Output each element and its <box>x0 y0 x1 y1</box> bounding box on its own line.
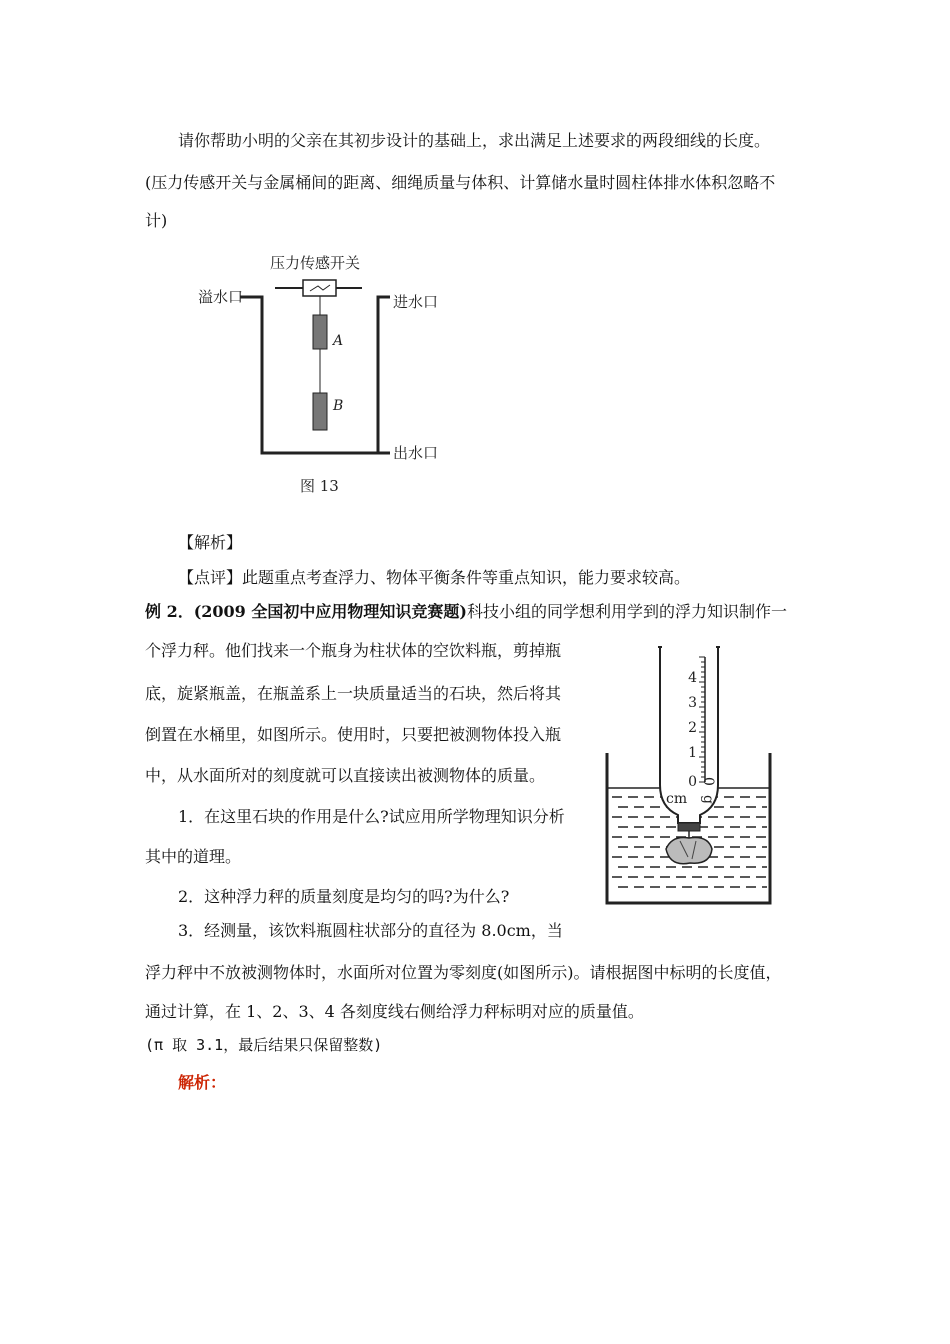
label-a: A <box>333 333 344 349</box>
comment-line: 【点评】此题重点考查浮力、物体平衡条件等重点知识，能力要求较高。 <box>178 568 691 587</box>
figure-13-diagram <box>190 245 460 500</box>
figure-caption: 图 13 <box>300 477 339 495</box>
label-b: B <box>333 398 344 414</box>
overflow-label: 溢水口 <box>198 288 244 306</box>
scale-label-1: 1 <box>688 745 697 761</box>
unit-cm-label: cm <box>666 791 688 807</box>
zero-g-label: 0 <box>700 777 716 786</box>
unit-g-label: g <box>700 795 716 804</box>
pi-note: (π 取 3.1，最后结果只保留整数) <box>145 1036 383 1054</box>
stone-icon <box>666 837 712 863</box>
example-2-intro <box>145 601 787 623</box>
scale-label-4: 4 <box>688 670 697 686</box>
answer-label: 解析： <box>178 1073 227 1092</box>
buoyancy-scale-diagram <box>600 635 780 910</box>
question-3b: 浮力秤中不放被测物体时，水面所对位置为零刻度(如图所示)。请根据图中标明的长度值， <box>145 963 782 982</box>
example-2-p3: 倒置在水桶里，如图所示。使用时，只要把被测物体投入瓶 <box>145 725 562 744</box>
cylinder-a <box>313 315 327 349</box>
scale-label-0: 0 <box>688 774 697 790</box>
scale-label-3: 3 <box>688 695 697 711</box>
example-2-p2: 底，旋紧瓶盖，在瓶盖系上一块质量适当的石块，然后将其 <box>145 684 562 703</box>
bottle-cap-icon <box>678 823 700 831</box>
question-line-3: 计) <box>145 211 168 230</box>
question-3c: 通过计算，在 1、2、3、4 各刻度线右侧给浮力秤标明对应的质量值。 <box>145 1002 644 1021</box>
inlet-label: 进水口 <box>393 293 439 311</box>
question-1a: 1．在这里石块的作用是什么?试应用所学物理知识分析 <box>178 807 565 826</box>
example-2-source: 例 2．(2009 全国初中应用物理知识竞赛题) <box>145 602 467 621</box>
question-1b: 其中的道理。 <box>145 847 242 866</box>
cylinder-b <box>313 393 327 430</box>
switch-label: 压力传感开关 <box>270 254 361 272</box>
example-2-intro-rest: 科技小组的同学想利用学到的浮力知识制作一 <box>466 602 787 621</box>
example-2-p4: 中，从水面所对的刻度就可以直接读出被测物体的质量。 <box>145 766 546 785</box>
example-2-p1: 个浮力秤。他们找来一个瓶身为柱状体的空饮料瓶，剪掉瓶 <box>145 641 562 660</box>
outlet-label: 出水口 <box>393 444 439 462</box>
question-line-2: (压力传感开关与金属桶间的距离、细绳质量与体积、计算储水量时圆柱体排水体积忽略不 <box>145 173 776 192</box>
question-3a: 3．经测量，该饮料瓶圆柱状部分的直径为 8.0cm，当 <box>178 921 563 940</box>
question-line-1: 请你帮助小明的父亲在其初步设计的基础上，求出满足上述要求的两段细线的长度。 <box>178 131 771 150</box>
analysis-heading: 【解析】 <box>178 533 243 552</box>
scale-label-2: 2 <box>688 720 697 736</box>
pressure-switch-icon <box>303 280 336 296</box>
question-2: 2．这种浮力秤的质量刻度是均匀的吗?为什么? <box>178 887 510 906</box>
